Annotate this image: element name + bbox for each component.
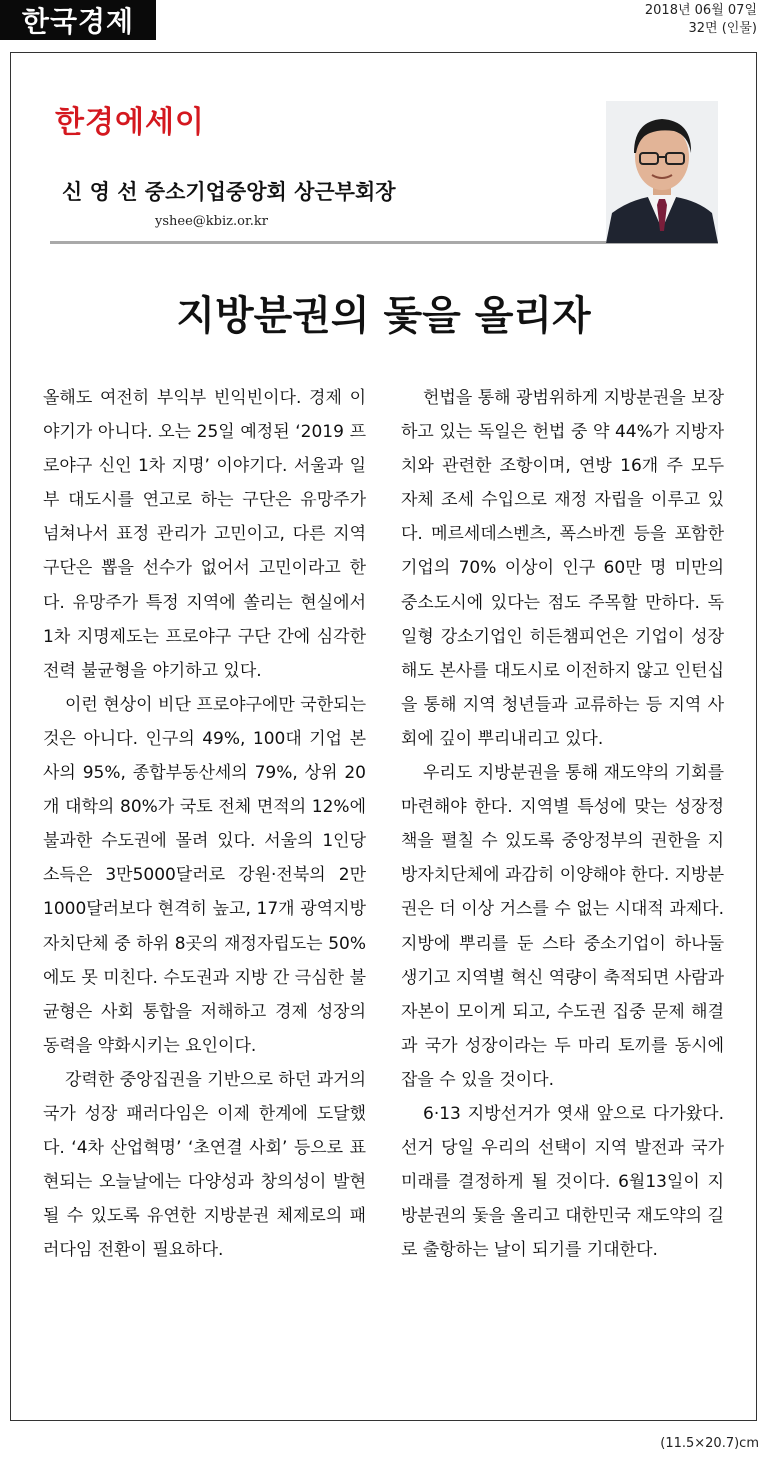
issue-date: 2018년 06월 07일: [644, 3, 757, 18]
body-paragraph: 우리도 지방분권을 통해 재도약의 기회를 마련해야 한다. 지역별 특성에 맞는 성장정책을 펼칠 수 있도록 중앙정부의 권한을 지방자치단체에 과감히 이양해야 한다. 지방분권은 더 이상 거스를 수 없는 시대적 과제다. 지방에 뿌리를 둔 스타 중소기업이 하나둘 생기고 지역별 혁신 역량이 축적되면 사람과 자본이 모이게 되고, 수도권 집중 문제 해결과 국가 성장이라는 두 마리 토끼를 동시에 잡을 수 있을 것이다.: [401, 763, 724, 1090]
body-paragraph: 헌법을 통해 광범위하게 지방분권을 보장하고 있는 독일은 헌법 중 약 44%가 지방자치와 관련한 조항이며, 연방 16개 주 모두 자체 조세 수입으로 재정 자립을 이루고 있다. 메르세데스벤츠, 폭스바겐 등을 포함한 기업의 70% 이상이 인구 60만 명 미만의 중소도시에 있다는 점도 주목할 만하다. 독일형 강소기업인 히든챔피언은 기업이 성장해도 본사를 대도시로 이전하지 않고 인턴십을 통해 지역 청년들과 교류하는 등 지역 사회에 깊이 뿌리내리고 있다.: [401, 388, 724, 749]
author-byline: 신 영 선 중소기업중앙회 상근부회장: [62, 179, 396, 204]
body-paragraph: 올해도 여전히 부익부 빈익빈이다. 경제 이야기가 아니다. 오는 25일 예정된 ‘2019 프로야구 신인 1차 지명’ 이야기다. 서울과 일부 대도시를 연고로 하는 구단은 유망주가 넘쳐나서 표정 관리가 고민이고, 다른 지역 구단은 뽑을 선수가 없어서 고민이라고 한다. 유망주가 특정 지역에 쏠리는 현실에서 1차 지명제도는 프로야구 구단 간에 심각한 전력 불균형을 야기하고 있다.: [43, 388, 366, 681]
portrait-icon: [606, 101, 718, 243]
author-portrait-photo: [606, 101, 718, 243]
article-headline: 지방분권의 돛을 올리자: [176, 293, 591, 339]
author-email: yshee@kbiz.or.kr: [155, 214, 268, 229]
issue-meta: [645, 2, 757, 38]
body-paragraph: 이런 현상이 비단 프로야구에만 국한되는 것은 아니다. 인구의 49%, 100대 기업 본사의 95%, 종합부동산세의 79%, 상위 20개 대학의 80%가 국토 전체 면적의 12%에 불과한 수도권에 몰려 있다. 서울의 1인당 소득은 3만5000달러로 강원·전북의 2만1000달러보다 현격히 높고, 17개 광역지방자치단체 중 하위 8곳의 재정자립도는 50%에도 못 미친다. 수도권과 지방 간 극심한 불균형은 사회 통합을 저해하고 경제 성장의 동력을 약화시키는 요인이다.: [43, 694, 366, 1056]
body-paragraph: 6·13 지방선거가 엿새 앞으로 다가왔다. 선거 당일 우리의 선택이 지역 발전과 국가 미래를 결정하게 될 것이다. 6월13일이 지방분권의 돛을 올리고 대한민국 재도약의 길로 출항하는 날이 되기를 기대한다.: [401, 1103, 724, 1261]
column-section-title: 한경에세이: [55, 105, 205, 140]
article-body-left-column: [43, 381, 366, 1267]
clipping-size-note: (11.5×20.7)cm: [660, 1436, 759, 1451]
body-paragraph: 강력한 중앙집권을 기반으로 하던 과거의 국가 성장 패러다임은 이제 한계에 도달했다. ‘4차 산업혁명’ ‘초연결 사회’ 등으로 표현되는 오늘날에는 다양성과 창의성이 발현될 수 있도록 유연한 지방분권 체제로의 패러다임 전환이 필요하다.: [43, 1069, 366, 1261]
article-body-right-column: [401, 381, 724, 1267]
newspaper-logo: 한국경제: [0, 0, 156, 40]
page-section: 32면 (인물): [688, 21, 757, 36]
